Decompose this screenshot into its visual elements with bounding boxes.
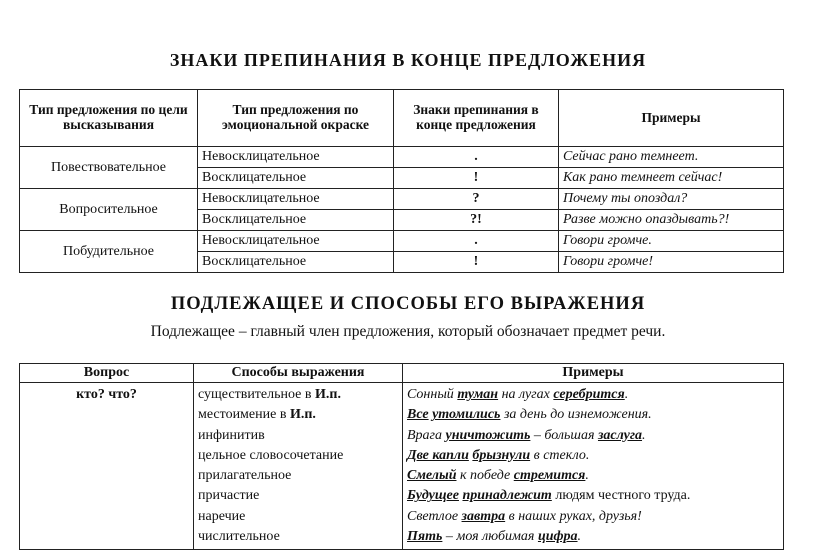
example-line [407, 448, 779, 468]
emotion-cell: Невосклицательное [198, 189, 394, 210]
header-question: Вопрос [20, 364, 194, 383]
punctuation-mark-cell: . [394, 147, 559, 168]
sentence-subject-predicate: Пять [407, 529, 443, 545]
example-text: – большая [530, 427, 598, 443]
method-item [198, 387, 398, 407]
example-line [407, 509, 779, 529]
subject-table [19, 363, 784, 550]
method-item [198, 488, 398, 508]
method-item [198, 468, 398, 488]
example-line [407, 387, 779, 407]
subject-definition: Подлежащее – главный член предложения, который обозначает предмет речи. [150, 323, 666, 340]
punctuation-body [20, 147, 784, 273]
example-cell: Как рано темнеет сейчас! [559, 168, 784, 189]
punctuation-title: ЗНАКИ ПРЕПИНАНИЯ В КОНЦЕ ПРЕДЛОЖЕНИЯ [169, 50, 647, 70]
example-text: к победе [456, 468, 514, 484]
method-text: местоимение в [198, 407, 290, 423]
sentence-type-cell: Побудительное [20, 231, 198, 273]
punctuation-mark-cell: ! [394, 252, 559, 273]
punctuation-mark-cell: ?! [394, 210, 559, 231]
sentence-subject-predicate: Две капли [407, 447, 469, 463]
example-text: Врага [407, 427, 446, 443]
sentence-subject-predicate: стремится [513, 468, 586, 484]
header-methods: Способы выражения [194, 364, 403, 383]
example-line [407, 529, 779, 549]
sentence-subject-predicate: Смелый [407, 468, 457, 484]
question-cell: кто? что? [20, 383, 194, 550]
emotion-cell: Невосклицательное [198, 231, 394, 252]
emotion-cell: Восклицательное [198, 210, 394, 231]
sentence-subject-predicate: Будущее [407, 488, 459, 504]
emotion-cell: Невосклицательное [198, 147, 394, 168]
method-text: причастие [198, 488, 260, 504]
example-line [407, 428, 779, 448]
punctuation-mark-cell: ! [394, 168, 559, 189]
example-cell: Говори громче. [559, 231, 784, 252]
sentence-type-cell: Повествовательное [20, 147, 198, 189]
sentence-subject-predicate: брызнули [472, 447, 531, 463]
example-text: за день до изнеможения. [500, 407, 652, 423]
table-header-row [20, 90, 784, 147]
sentence-subject-predicate: туман [457, 387, 499, 402]
method-text: числительное [198, 529, 280, 545]
example-text: на лугах [498, 387, 554, 402]
sentence-subject-predicate: серебрится [553, 387, 625, 402]
methods-cell [194, 383, 403, 550]
method-item [198, 529, 398, 549]
example-cell: Говори громче! [559, 252, 784, 273]
sentence-subject-predicate: уничтожить [445, 427, 531, 443]
example-text: в наших руках, друзья! [505, 508, 642, 524]
example-text: . [642, 427, 646, 443]
example-text: Светлое [407, 508, 462, 524]
table-header-row [20, 364, 784, 383]
method-text: существительное в [198, 387, 315, 402]
emotion-cell: Восклицательное [198, 168, 394, 189]
example-text: . [577, 529, 582, 545]
header-marks: Знаки препинания в конце предложения [394, 90, 559, 147]
example-text: – моя любимая [442, 529, 538, 545]
example-line [407, 488, 779, 508]
example-line [407, 468, 779, 488]
method-item [198, 407, 398, 427]
sentence-subject-predicate: Все [407, 407, 429, 423]
example-line [407, 407, 779, 427]
method-text: наречие [198, 508, 246, 524]
sentence-type-cell: Вопросительное [20, 189, 198, 231]
punctuation-table [19, 89, 784, 273]
example-cell: Почему ты опоздал? [559, 189, 784, 210]
method-item [198, 428, 398, 448]
example-cell: Сейчас рано темнеет. [559, 147, 784, 168]
table-row [20, 383, 784, 550]
header-emotion: Тип предложения по эмоциональной окраске [198, 90, 394, 147]
example-text: . [585, 468, 589, 484]
table-row [20, 231, 784, 252]
method-case: И.п. [289, 407, 316, 423]
example-text: Сонный [407, 387, 458, 402]
sentence-subject-predicate: утомились [432, 407, 501, 423]
table-row [20, 147, 784, 168]
header-examples: Примеры [403, 364, 784, 383]
method-item [198, 448, 398, 468]
examples-cell [403, 383, 784, 550]
example-cell: Разве можно опаздывать?! [559, 210, 784, 231]
method-text: прилагательное [198, 468, 292, 484]
example-text: . [624, 387, 629, 402]
sentence-subject-predicate: цифра [537, 529, 578, 545]
header-examples: Примеры [559, 90, 784, 147]
method-text: цельное словосочетание [198, 447, 344, 463]
subject-title: ПОДЛЕЖАЩЕЕ И СПОСОБЫ ЕГО ВЫРАЖЕНИЯ [170, 294, 646, 314]
punctuation-mark-cell: ? [394, 189, 559, 210]
method-text: инфинитив [198, 427, 265, 443]
table-row [20, 189, 784, 210]
example-text: людям честного труда. [551, 488, 691, 504]
punctuation-mark-cell: . [394, 231, 559, 252]
example-text: в стекло. [530, 447, 590, 463]
sentence-subject-predicate: завтра [461, 508, 506, 524]
sentence-subject-predicate: принадлежит [462, 488, 552, 504]
sentence-subject-predicate: заслуга [597, 427, 643, 443]
header-purpose: Тип предложения по цели высказывания [20, 90, 198, 147]
method-case: И.п. [315, 387, 341, 402]
method-item [198, 509, 398, 529]
emotion-cell: Восклицательное [198, 252, 394, 273]
